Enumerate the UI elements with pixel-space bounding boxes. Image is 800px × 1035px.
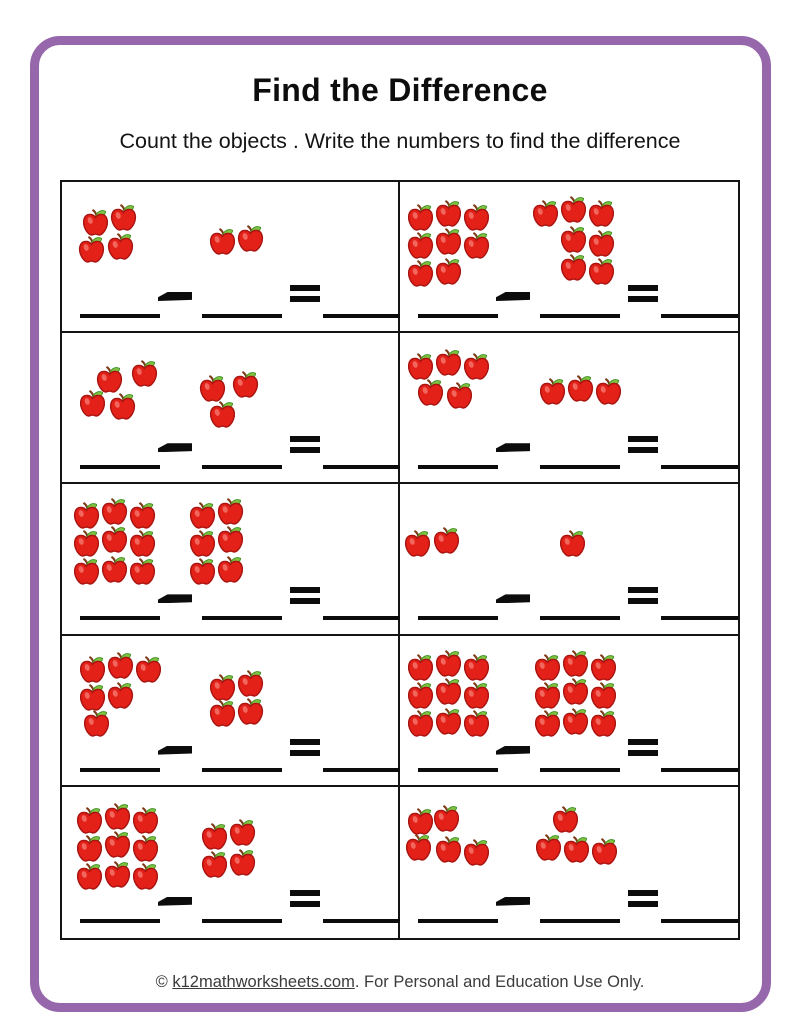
subtrahend-apple (539, 377, 566, 406)
subtrahend-apple (590, 709, 617, 738)
minuend-apple (76, 806, 103, 835)
apple-icon (435, 835, 462, 864)
answer-blank-subtrahend[interactable] (202, 768, 282, 772)
apple-icon (463, 709, 490, 738)
minuend-apple (435, 649, 462, 678)
answer-blank-difference[interactable] (323, 314, 400, 318)
apple-icon (407, 807, 434, 836)
subtrahend-apple (560, 225, 587, 254)
apple-icon (563, 835, 590, 864)
footer-link[interactable]: k12mathworksheets.com (172, 973, 355, 991)
answer-blank-difference[interactable] (661, 768, 738, 772)
minuend-apple (101, 525, 128, 554)
apple-icon (463, 203, 490, 232)
answer-blank-minuend[interactable] (418, 314, 498, 318)
subtrahend-apple (591, 837, 618, 866)
minuend-apple (463, 709, 490, 738)
subtrahend-apple (237, 669, 264, 698)
answer-blank-subtrahend[interactable] (202, 919, 282, 923)
minuend-apple (101, 555, 128, 584)
apple-icon (237, 224, 264, 253)
answer-blank-subtrahend[interactable] (540, 314, 620, 318)
apple-icon (588, 199, 615, 228)
apple-icon (189, 529, 216, 558)
minuend-apple (405, 833, 432, 862)
apple-icon (132, 862, 159, 891)
minuend-apple (79, 655, 106, 684)
apple-icon (209, 673, 236, 702)
problem-cell-9 (62, 787, 400, 938)
answer-blank-minuend[interactable] (80, 465, 160, 469)
minuend-apple (135, 655, 162, 684)
apple-icon (107, 232, 134, 261)
apple-icon (189, 501, 216, 530)
apple-icon (104, 860, 131, 889)
apple-icon (435, 677, 462, 706)
apple-icon (132, 806, 159, 835)
subtrahend-apple (217, 525, 244, 554)
apple-icon (101, 497, 128, 526)
apple-icon (104, 802, 131, 831)
minuend-apple (407, 231, 434, 260)
answer-blank-minuend[interactable] (418, 465, 498, 469)
apple-icon (534, 653, 561, 682)
apple-icon (83, 709, 110, 738)
apple-icon (76, 806, 103, 835)
apple-icon (562, 707, 589, 736)
minuend-apple (463, 231, 490, 260)
apple-icon (217, 525, 244, 554)
apple-icon (532, 199, 559, 228)
apple-icon (229, 818, 256, 847)
minus-sign (496, 594, 530, 603)
equals-sign (290, 285, 320, 307)
subtrahend-apple (217, 497, 244, 526)
apple-icon (417, 378, 444, 407)
apple-icon (590, 653, 617, 682)
minuend-apple (131, 359, 158, 388)
minuend-apple (83, 709, 110, 738)
minuend-apple (435, 199, 462, 228)
equals-sign (628, 285, 658, 307)
minuend-apple (110, 203, 137, 232)
equals-sign (290, 436, 320, 458)
answer-blank-difference[interactable] (661, 616, 738, 620)
apple-icon (201, 822, 228, 851)
minuend-apple (407, 681, 434, 710)
apple-icon (237, 697, 264, 726)
answer-blank-minuend[interactable] (418, 768, 498, 772)
apple-icon (405, 833, 432, 862)
apple-icon (209, 699, 236, 728)
equals-sign (628, 436, 658, 458)
minuend-apple (132, 862, 159, 891)
subtrahend-apple (237, 697, 264, 726)
answer-blank-minuend[interactable] (80, 919, 160, 923)
apple-icon (463, 231, 490, 260)
apple-icon (232, 370, 259, 399)
minus-sign (496, 443, 530, 452)
subtrahend-apple (229, 818, 256, 847)
answer-blank-difference[interactable] (323, 919, 400, 923)
answer-blank-difference[interactable] (661, 314, 738, 318)
apple-icon (76, 834, 103, 863)
minuend-apple (129, 501, 156, 530)
apple-icon (76, 862, 103, 891)
apple-icon (433, 804, 460, 833)
problem-cell-6 (400, 484, 738, 635)
apple-icon (131, 359, 158, 388)
subtrahend-apple (237, 224, 264, 253)
minuend-apple (82, 208, 109, 237)
equals-sign (290, 587, 320, 609)
subtrahend-apple (201, 822, 228, 851)
apple-icon (209, 400, 236, 429)
minuend-apple (79, 389, 106, 418)
minuend-apple (407, 203, 434, 232)
minuend-apple (79, 683, 106, 712)
apple-icon (590, 709, 617, 738)
answer-blank-minuend[interactable] (418, 616, 498, 620)
answer-blank-minuend[interactable] (80, 314, 160, 318)
footer-credit (0, 973, 800, 992)
subtrahend-apple (552, 805, 579, 834)
equals-sign (290, 890, 320, 912)
minuend-apple (73, 501, 100, 530)
answer-blank-subtrahend[interactable] (540, 465, 620, 469)
minuend-apple (73, 557, 100, 586)
minuend-apple (132, 834, 159, 863)
minuend-apple (407, 807, 434, 836)
apple-icon (539, 377, 566, 406)
minuend-apple (78, 235, 105, 264)
apple-icon (79, 655, 106, 684)
apple-icon (132, 834, 159, 863)
minuend-apple (435, 227, 462, 256)
subtrahend-apple (229, 848, 256, 877)
subtrahend-apple (560, 195, 587, 224)
minuend-apple (109, 392, 136, 421)
minuend-apple (435, 707, 462, 736)
minuend-apple (433, 804, 460, 833)
apple-icon (129, 557, 156, 586)
apple-icon (78, 235, 105, 264)
problem-cell-5 (62, 484, 400, 635)
minuend-apple (446, 381, 473, 410)
apple-icon (101, 555, 128, 584)
minuend-apple (463, 203, 490, 232)
subtrahend-apple (534, 653, 561, 682)
answer-blank-subtrahend[interactable] (540, 919, 620, 923)
apple-icon (560, 225, 587, 254)
apple-icon (435, 199, 462, 228)
minuend-apple (132, 806, 159, 835)
apple-icon (562, 677, 589, 706)
minus-sign (158, 443, 192, 452)
problem-cell-3 (62, 333, 400, 484)
apple-icon (201, 850, 228, 879)
apple-icon (73, 501, 100, 530)
minus-sign (496, 292, 530, 301)
subtrahend-apple (534, 709, 561, 738)
subtrahend-apple (535, 833, 562, 862)
apple-icon (559, 529, 586, 558)
subtrahend-apple (590, 681, 617, 710)
minuend-apple (407, 709, 434, 738)
equals-sign (290, 739, 320, 761)
answer-blank-subtrahend[interactable] (540, 768, 620, 772)
instruction-text: Count the objects . Write the numbers to find the difference (119, 129, 681, 153)
problem-cell-2 (400, 182, 738, 333)
subtrahend-apple (209, 673, 236, 702)
minus-sign (158, 292, 192, 301)
minus-sign (158, 897, 192, 906)
subtrahend-apple (532, 199, 559, 228)
apple-icon (229, 848, 256, 877)
problems-grid (60, 180, 740, 940)
minuend-apple (433, 526, 460, 555)
subtrahend-apple (217, 555, 244, 584)
apple-icon (435, 257, 462, 286)
apple-icon (237, 669, 264, 698)
apple-icon (404, 529, 431, 558)
equals-sign (628, 890, 658, 912)
subtrahend-apple (209, 699, 236, 728)
page-title: Find the Difference (252, 72, 548, 108)
apple-icon (407, 259, 434, 288)
minuend-apple (417, 378, 444, 407)
minuend-apple (463, 653, 490, 682)
minus-sign (496, 746, 530, 755)
problem-cell-10 (400, 787, 738, 938)
apple-icon (433, 526, 460, 555)
apple-icon (463, 352, 490, 381)
subtrahend-apple (534, 681, 561, 710)
minuend-apple (107, 232, 134, 261)
apple-icon (535, 833, 562, 862)
minuend-apple (104, 802, 131, 831)
minus-sign (496, 897, 530, 906)
minuend-apple (407, 352, 434, 381)
apple-icon (588, 257, 615, 286)
minuend-apple (435, 835, 462, 864)
apple-icon (463, 681, 490, 710)
apple-icon (567, 374, 594, 403)
answer-blank-minuend[interactable] (80, 768, 160, 772)
apple-icon (407, 203, 434, 232)
apple-icon (107, 651, 134, 680)
problem-cell-1 (62, 182, 400, 333)
apple-icon (560, 195, 587, 224)
minuend-apple (76, 834, 103, 863)
minuend-apple (407, 259, 434, 288)
apple-icon (588, 229, 615, 258)
minuend-apple (435, 677, 462, 706)
apple-icon (217, 497, 244, 526)
minuend-apple (463, 681, 490, 710)
apple-icon (435, 707, 462, 736)
apple-icon (135, 655, 162, 684)
apple-icon (560, 253, 587, 282)
minus-sign (158, 746, 192, 755)
apple-icon (590, 681, 617, 710)
equals-sign (628, 587, 658, 609)
apple-icon (591, 837, 618, 866)
apple-icon (552, 805, 579, 834)
apple-icon (435, 348, 462, 377)
problem-cell-4 (400, 333, 738, 484)
minus-sign (158, 594, 192, 603)
minuend-apple (435, 348, 462, 377)
apple-icon (104, 830, 131, 859)
footer-usage-note: . For Personal and Education Use Only. (354, 973, 645, 991)
equals-sign (628, 739, 658, 761)
subtrahend-apple (567, 374, 594, 403)
apple-icon (435, 649, 462, 678)
apple-icon (101, 525, 128, 554)
minuend-apple (463, 838, 490, 867)
problem-cell-8 (400, 636, 738, 787)
subtrahend-apple (189, 501, 216, 530)
subtrahend-apple (199, 374, 226, 403)
apple-icon (407, 231, 434, 260)
minuend-apple (107, 681, 134, 710)
minuend-apple (76, 862, 103, 891)
problem-cell-7 (62, 636, 400, 787)
minuend-apple (463, 352, 490, 381)
answer-blank-difference[interactable] (661, 919, 738, 923)
answer-blank-subtrahend[interactable] (202, 465, 282, 469)
answer-blank-difference[interactable] (323, 465, 400, 469)
subtrahend-apple (588, 199, 615, 228)
minuend-apple (407, 653, 434, 682)
answer-blank-minuend[interactable] (80, 616, 160, 620)
apple-icon (73, 557, 100, 586)
apple-icon (189, 557, 216, 586)
apple-icon (109, 392, 136, 421)
subtrahend-apple (562, 677, 589, 706)
subtrahend-apple (590, 653, 617, 682)
subtrahend-apple (562, 649, 589, 678)
subtrahend-apple (189, 529, 216, 558)
apple-icon (407, 709, 434, 738)
apple-icon (534, 709, 561, 738)
subtrahend-apple (209, 227, 236, 256)
minuend-apple (73, 529, 100, 558)
answer-blank-difference[interactable] (323, 768, 400, 772)
apple-icon (446, 381, 473, 410)
footer-copyright: © (155, 973, 173, 991)
apple-icon (595, 377, 622, 406)
minuend-apple (404, 529, 431, 558)
apple-icon (463, 653, 490, 682)
apple-icon (129, 529, 156, 558)
answer-blank-subtrahend[interactable] (540, 616, 620, 620)
minuend-apple (104, 860, 131, 889)
apple-icon (435, 227, 462, 256)
apple-icon (73, 529, 100, 558)
minuend-apple (435, 257, 462, 286)
apple-icon (407, 681, 434, 710)
apple-icon (217, 555, 244, 584)
subtrahend-apple (559, 529, 586, 558)
minuend-apple (101, 497, 128, 526)
answer-blank-difference[interactable] (323, 616, 400, 620)
apple-icon (107, 681, 134, 710)
answer-blank-subtrahend[interactable] (202, 314, 282, 318)
apple-icon (562, 649, 589, 678)
apple-icon (82, 208, 109, 237)
apple-icon (199, 374, 226, 403)
apple-icon (110, 203, 137, 232)
apple-icon (407, 352, 434, 381)
subtrahend-apple (562, 707, 589, 736)
minuend-apple (129, 557, 156, 586)
apple-icon (407, 653, 434, 682)
apple-icon (79, 683, 106, 712)
subtrahend-apple (232, 370, 259, 399)
subtrahend-apple (189, 557, 216, 586)
subtrahend-apple (595, 377, 622, 406)
answer-blank-difference[interactable] (661, 465, 738, 469)
subtrahend-apple (560, 253, 587, 282)
apple-icon (209, 227, 236, 256)
subtrahend-apple (563, 835, 590, 864)
apple-icon (463, 838, 490, 867)
apple-icon (79, 389, 106, 418)
minuend-apple (104, 830, 131, 859)
apple-icon (534, 681, 561, 710)
subtrahend-apple (588, 229, 615, 258)
subtrahend-apple (209, 400, 236, 429)
answer-blank-minuend[interactable] (418, 919, 498, 923)
subtrahend-apple (588, 257, 615, 286)
answer-blank-subtrahend[interactable] (202, 616, 282, 620)
minuend-apple (129, 529, 156, 558)
apple-icon (129, 501, 156, 530)
minuend-apple (107, 651, 134, 680)
subtrahend-apple (201, 850, 228, 879)
